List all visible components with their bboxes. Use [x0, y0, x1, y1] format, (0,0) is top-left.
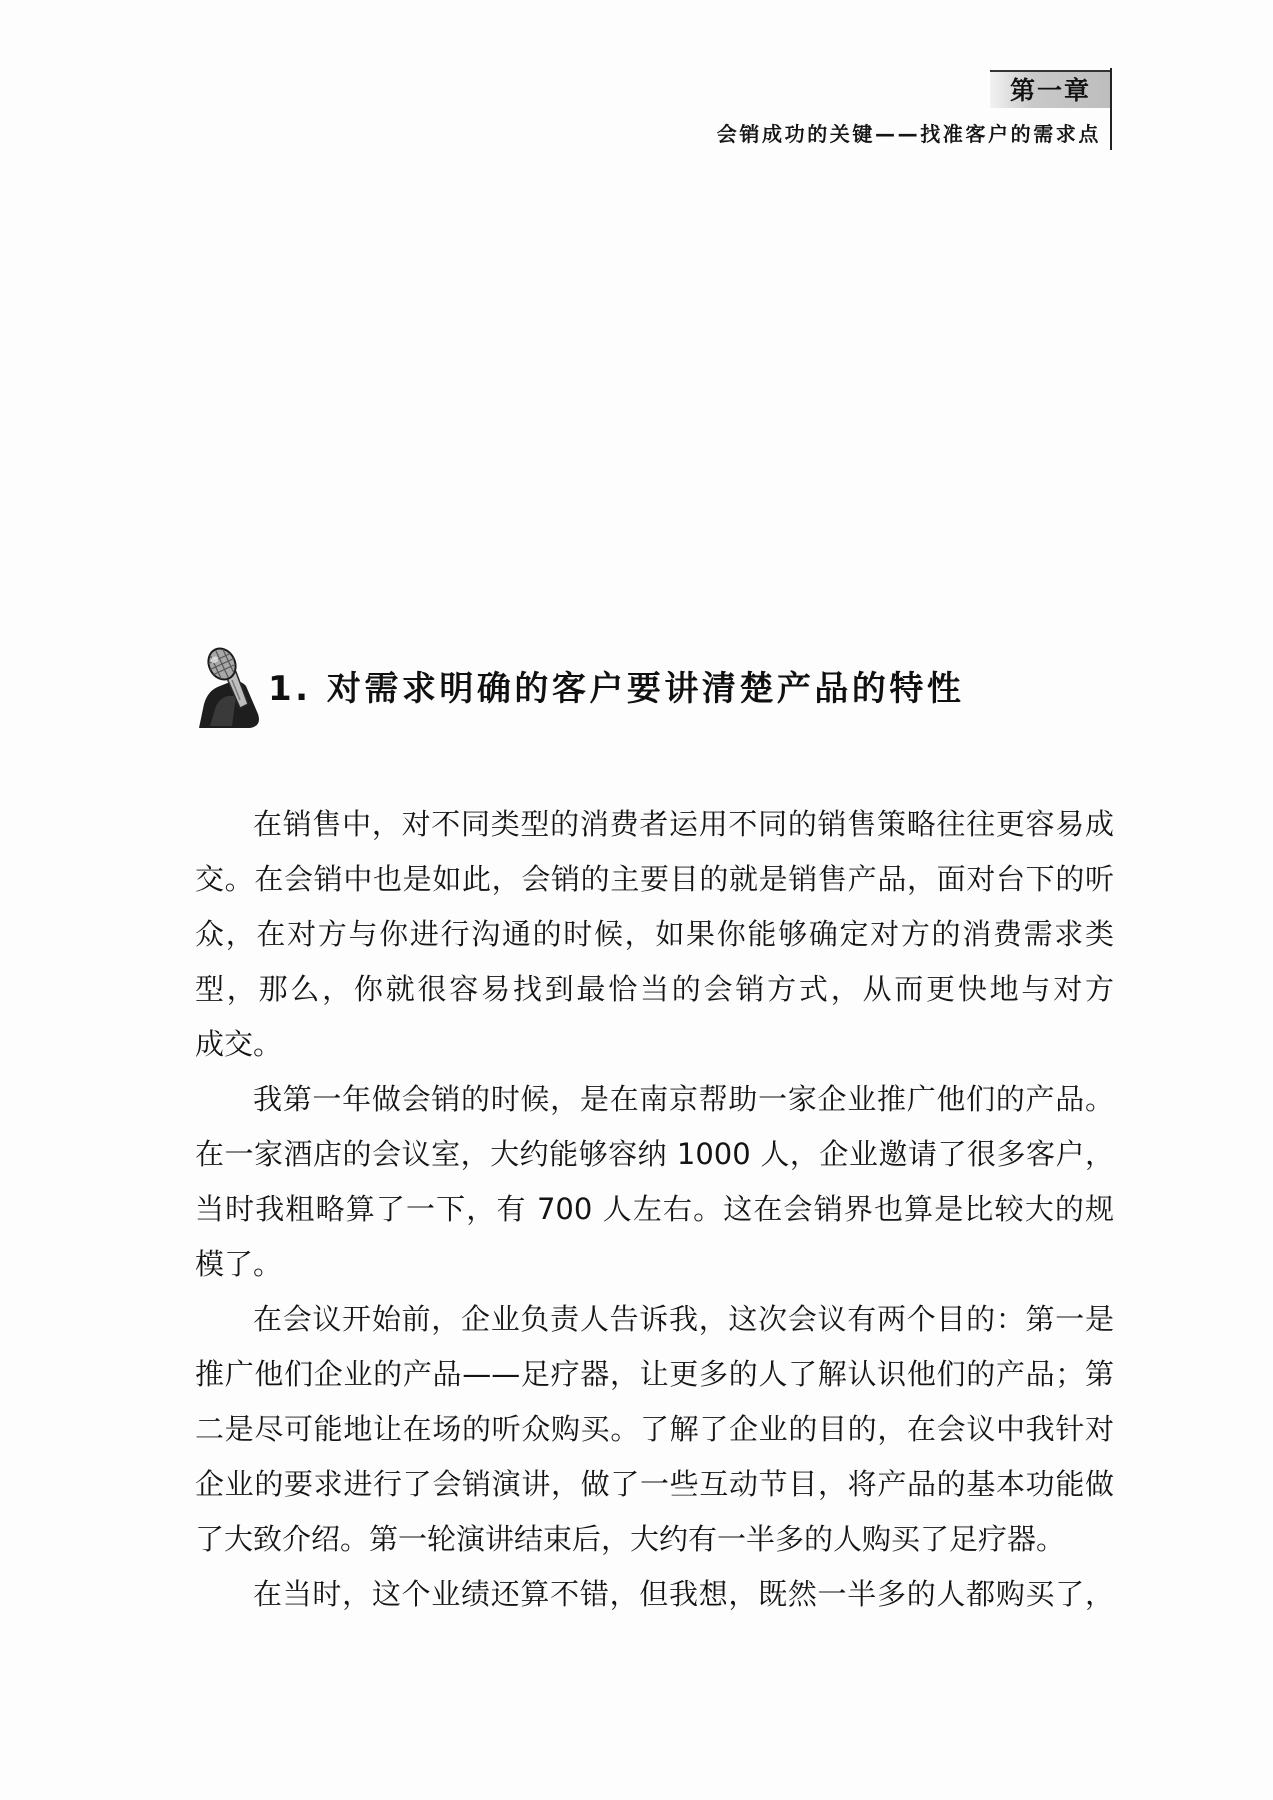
- paragraph-line: 企业的要求进行了会销演讲，做了一些互动节目，将产品的基本功能做: [195, 1467, 1114, 1501]
- microphone-icon: [196, 646, 264, 730]
- paragraph: [195, 1567, 1114, 1622]
- paragraph-line: 在销售中，对不同类型的消费者运用不同的销售策略往往更容易成: [253, 807, 1114, 841]
- paragraph-line: 推广他们企业的产品——足疗器，让更多的人了解认识他们的产品；第: [195, 1357, 1114, 1391]
- paragraph-line: 了大致介绍。第一轮演讲结束后，大约有一半多的人购买了足疗器。: [195, 1522, 1066, 1556]
- paragraph-line: 型，那么，你就很容易找到最恰当的会销方式，从而更快地与对方: [195, 972, 1114, 1006]
- paragraph: [195, 1072, 1114, 1292]
- paragraph-line: 二是尽可能地让在场的听众购买。了解了企业的目的，在会议中我针对: [195, 1412, 1114, 1446]
- paragraph-line: 在会议开始前，企业负责人告诉我，这次会议有两个目的：第一是: [253, 1302, 1114, 1336]
- paragraph-line: 成交。: [195, 1027, 283, 1061]
- header-rule: [1110, 68, 1112, 150]
- section-heading: 1. 对需求明确的客户要讲清楚产品的特性: [268, 669, 965, 709]
- paragraph: [195, 797, 1114, 1072]
- paragraph-line: 在当时，这个业绩还算不错，但我想，既然一半多的人都购买了，: [253, 1577, 1114, 1611]
- paragraph-line: 交。在会销中也是如此，会销的主要目的就是销售产品，面对台下的听: [195, 862, 1114, 896]
- paragraph: [195, 1292, 1114, 1567]
- paragraph-line: 众，在对方与你进行沟通的时候，如果你能够确定对方的消费需求类: [195, 917, 1114, 951]
- body-text: [195, 797, 1114, 1622]
- chapter-label: 第一章: [1009, 75, 1091, 105]
- paragraph-line: 模了。: [195, 1247, 283, 1281]
- running-header-title: 会销成功的关键——找准客户的需求点: [716, 122, 1101, 146]
- chapter-tab: [990, 70, 1111, 108]
- paragraph-line: 在一家酒店的会议室，大约能够容纳 1000 人，企业邀请了很多客户，: [195, 1137, 1114, 1171]
- paragraph-line: 我第一年做会销的时候，是在南京帮助一家企业推广他们的产品。: [253, 1082, 1114, 1116]
- paragraph-line: 当时我粗略算了一下，有 700 人左右。这在会销界也算是比较大的规: [195, 1192, 1114, 1226]
